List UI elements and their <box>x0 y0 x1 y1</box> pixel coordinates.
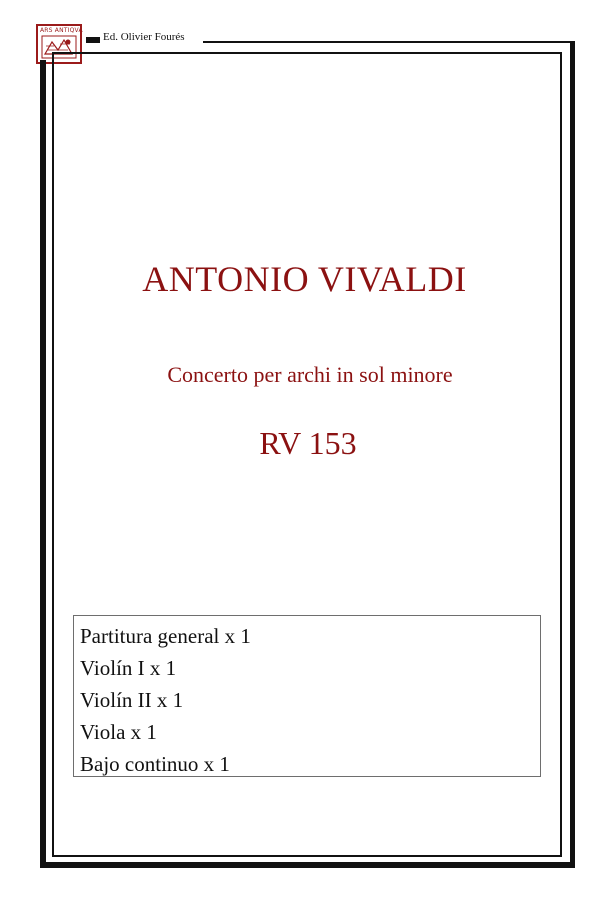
composer-name: ANTONIO VIVALDI <box>142 259 467 299</box>
part-item: Violín I x 1 <box>80 656 177 680</box>
publisher-name: Ed. Olivier Fourés <box>103 31 185 43</box>
frame-border-bottom <box>40 862 575 868</box>
publisher-logo <box>36 24 82 64</box>
top-rule <box>203 41 573 43</box>
part-item: Viola x 1 <box>80 720 157 744</box>
logo-text: ARS ANTIQVA <box>40 27 83 34</box>
part-item: Bajo continuo x 1 <box>80 752 230 776</box>
frame-inner-top <box>52 52 562 54</box>
part-item: Partitura general x 1 <box>80 624 251 648</box>
publisher-bar <box>86 37 100 43</box>
logo-emblem-icon <box>40 34 78 60</box>
frame-inner-bottom <box>52 855 562 857</box>
part-item: Violín II x 1 <box>80 688 184 712</box>
work-title: Concerto per archi in sol minore <box>167 362 453 387</box>
frame-border-left <box>40 60 46 868</box>
parts-list <box>73 615 541 777</box>
catalog-number: RV 153 <box>259 425 357 461</box>
